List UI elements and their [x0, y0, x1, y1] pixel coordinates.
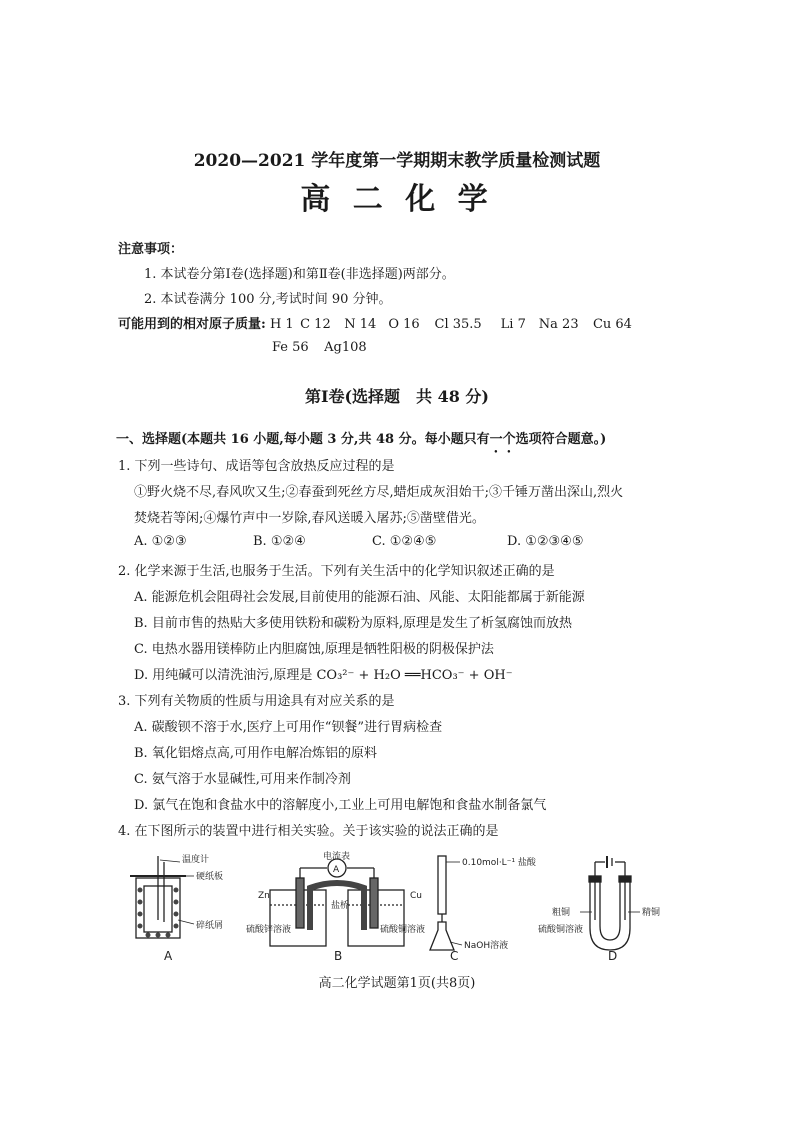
- notice-item-2: 2. 本试卷满分 100 分,考试时间 90 分钟。: [144, 292, 392, 307]
- part-heading: [116, 428, 606, 456]
- q3-option-d[interactable]: D. 氯气在饱和食盐水中的溶解度小,工业上可用电解饱和食盐水制备氯气: [134, 798, 547, 813]
- q2-option-d[interactable]: D. 用纯碱可以清洗油污,原理是 CO₃²⁻ + H₂O ══HCO₃⁻ + OH⁻: [134, 668, 513, 683]
- label-zn: Zn: [258, 891, 270, 901]
- label-crude-cu: 粗铜: [552, 908, 571, 918]
- q1-stem: 1. 下列一些诗句、成语等包含放热反应过程的是: [118, 459, 395, 474]
- part-heading-tail: 选项符合题意。): [515, 432, 607, 447]
- q4-figures: [120, 850, 680, 965]
- q2-option-c[interactable]: C. 电热水器用镁棒防止内胆腐蚀,原理是牺牲阳极的阴极保护法: [134, 642, 494, 657]
- label-base: NaOH溶液: [464, 941, 509, 951]
- mass-li: Li 7: [500, 317, 526, 332]
- atomic-mass-label: 可能用到的相对原子质量:: [118, 317, 266, 332]
- mass-ag: Ag108: [324, 340, 367, 355]
- figure-d-electrolysis: [580, 856, 640, 950]
- label-pure-cu: 精铜: [642, 908, 661, 918]
- caption-a: A: [164, 949, 173, 963]
- label-left-solution: 硫酸锌溶液: [246, 925, 292, 935]
- q3-stem: 3. 下列有关物质的性质与用途具有对应关系的是: [118, 694, 395, 709]
- mass-fe: Fe 56: [272, 340, 309, 355]
- mass-na: Na 23: [538, 317, 579, 332]
- mass-cu: Cu 64: [592, 317, 632, 332]
- page-footer: 高二化学试题第1页(共8页): [318, 976, 476, 991]
- figure-c-titration: [430, 856, 462, 950]
- caption-b: B: [334, 949, 343, 963]
- mass-c: C 12: [300, 317, 331, 332]
- mass-cl: Cl 35.5: [434, 317, 482, 332]
- label-d-solution: 硫酸铜溶液: [538, 925, 584, 935]
- atomic-mass-row-2: [272, 340, 367, 355]
- q1-option-c[interactable]: C. ①②④⑤: [372, 534, 437, 549]
- label-ammeter-symbol: A: [333, 865, 340, 875]
- label-cu: Cu: [410, 891, 422, 901]
- label-right-solution: 硫酸铜溶液: [380, 925, 426, 935]
- label-acid: 0.10mol·L⁻¹ 盐酸: [462, 858, 536, 868]
- caption-c: C: [450, 949, 459, 963]
- label-salt-bridge: 盐桥: [331, 901, 350, 911]
- q3-option-a[interactable]: A. 碳酸钡不溶于水,医疗上可用作“钡餐”进行胃病检查: [134, 720, 443, 735]
- notice-heading: 注意事项：: [118, 242, 184, 257]
- q1-line-1: ①野火烧不尽,春风吹又生;②春蚕到死丝方尽,蜡炬成灰泪始干;③千锤万凿出深山,烈火: [134, 485, 624, 500]
- mass-o: O 16: [388, 317, 420, 332]
- subject-title: 高 二 化 学: [300, 182, 494, 217]
- caption-d: D: [608, 949, 618, 963]
- q3-option-b[interactable]: B. 氧化铝熔点高,可用作电解冶炼铝的原料: [134, 746, 377, 761]
- q2-option-b[interactable]: B. 目前市售的热贴大多使用铁粉和碳粉为原料,原理是发生了析氢腐蚀而放热: [134, 616, 572, 631]
- q1-option-d[interactable]: D. ①②③④⑤: [507, 534, 584, 549]
- q1-option-b[interactable]: B. ①②④: [253, 534, 306, 549]
- atomic-mass-row: [118, 313, 632, 332]
- figure-a-calorimeter: [130, 856, 194, 938]
- part-heading-text: 一、选择题(本题共 16 小题,每小题 3 分,共 48 分。每小题只有: [116, 432, 490, 447]
- q2-stem: 2. 化学来源于生活,也服务于生活。下列有关生活中的化学知识叙述正确的是: [118, 564, 555, 579]
- q2-option-a[interactable]: A. 能源危机会阻碍社会发展,目前使用的能源石油、风能、太阳能都属于新能源: [134, 590, 585, 605]
- mass-h: H 1: [269, 317, 294, 332]
- label-cardboard: 硬纸板: [196, 872, 224, 882]
- q3-option-c[interactable]: C. 氨气溶于水显碱性,可用来作制冷剂: [134, 772, 351, 787]
- exam-title: 2020—2021 学年度第一学期期末教学质量检测试题: [193, 151, 601, 171]
- mass-n: N 14: [344, 317, 377, 332]
- q1-option-a[interactable]: A. ①②③: [134, 534, 187, 549]
- notice-item-1: 1. 本试卷分第Ⅰ卷(选择题)和第Ⅱ卷(非选择题)两部分。: [144, 267, 455, 282]
- q4-stem: 4. 在下图所示的装置中进行相关实验。关于该实验的说法正确的是: [118, 824, 499, 839]
- label-ammeter: 电流表: [323, 852, 351, 862]
- part-heading-emphasis: 一个: [489, 432, 516, 447]
- section-title: 第Ⅰ卷(选择题 共 48 分): [304, 387, 490, 406]
- label-thermometer: 温度计: [182, 855, 210, 865]
- label-scraps: 碎纸屑: [196, 921, 224, 931]
- q1-line-2: 焚烧若等闲;④爆竹声中一岁除,春风送暖入屠苏;⑤凿壁借光。: [134, 511, 485, 526]
